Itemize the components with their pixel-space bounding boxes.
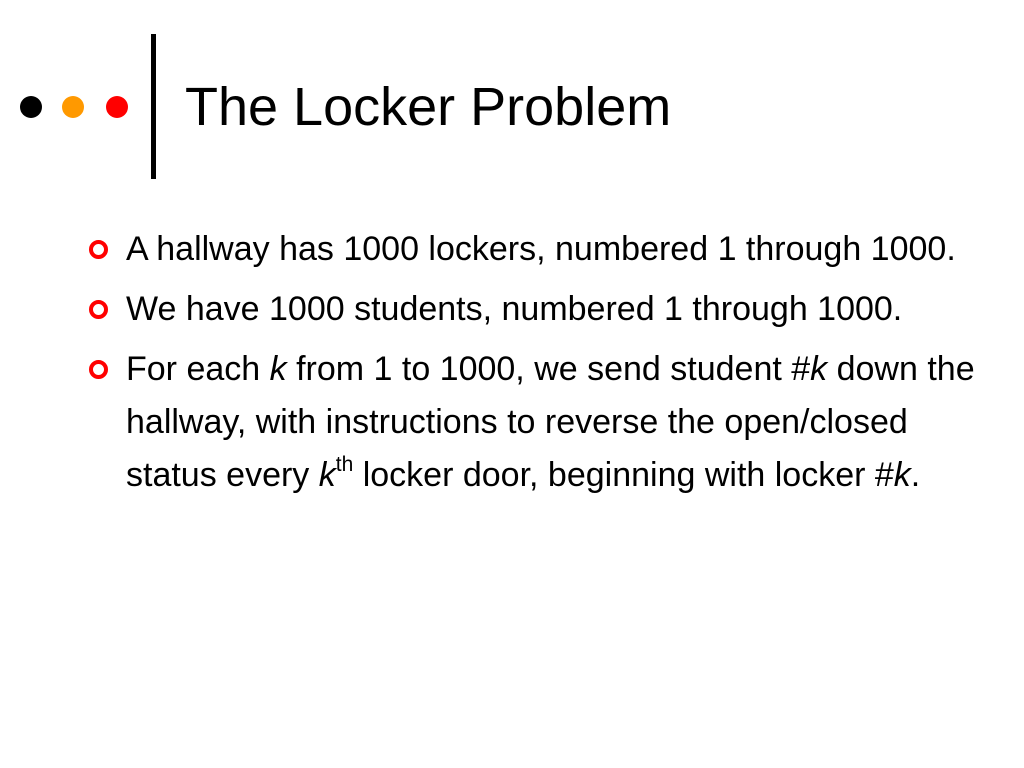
superscript-th: th: [335, 453, 354, 476]
bullet-item-hallway: [126, 223, 976, 276]
bullet-item-students: [126, 283, 976, 336]
bullet-item-instructions: [126, 343, 976, 502]
decor-dot-orange: [62, 96, 84, 118]
slide-title: The Locker Problem: [185, 77, 672, 137]
decor-dot-red: [106, 96, 128, 118]
bullet-text-part: For each: [126, 350, 270, 388]
bullet-text-part: .: [910, 456, 921, 494]
bullet-text: We have 1000 students, numbered 1 through 1000.: [126, 290, 903, 328]
title-divider: [151, 34, 156, 179]
variable-k: k: [810, 350, 828, 388]
decor-dot-black: [20, 96, 42, 118]
bullet-text-part: locker door, beginning with locker #: [353, 456, 894, 494]
bullet-ring-icon: [89, 240, 108, 259]
bullet-ring-icon: [89, 300, 108, 319]
variable-k: k: [893, 456, 911, 494]
bullet-ring-icon: [89, 360, 108, 379]
variable-k: k: [269, 350, 287, 388]
bullet-text: A hallway has 1000 lockers, numbered 1 through 1000.: [126, 230, 956, 268]
bullet-list: [126, 223, 976, 509]
variable-k: k: [318, 456, 336, 494]
bullet-text-part: down the hallway, with instructions to reverse the open/closed status every: [126, 350, 975, 494]
bullet-text-part: from 1 to 1000, we send student #: [286, 350, 811, 388]
